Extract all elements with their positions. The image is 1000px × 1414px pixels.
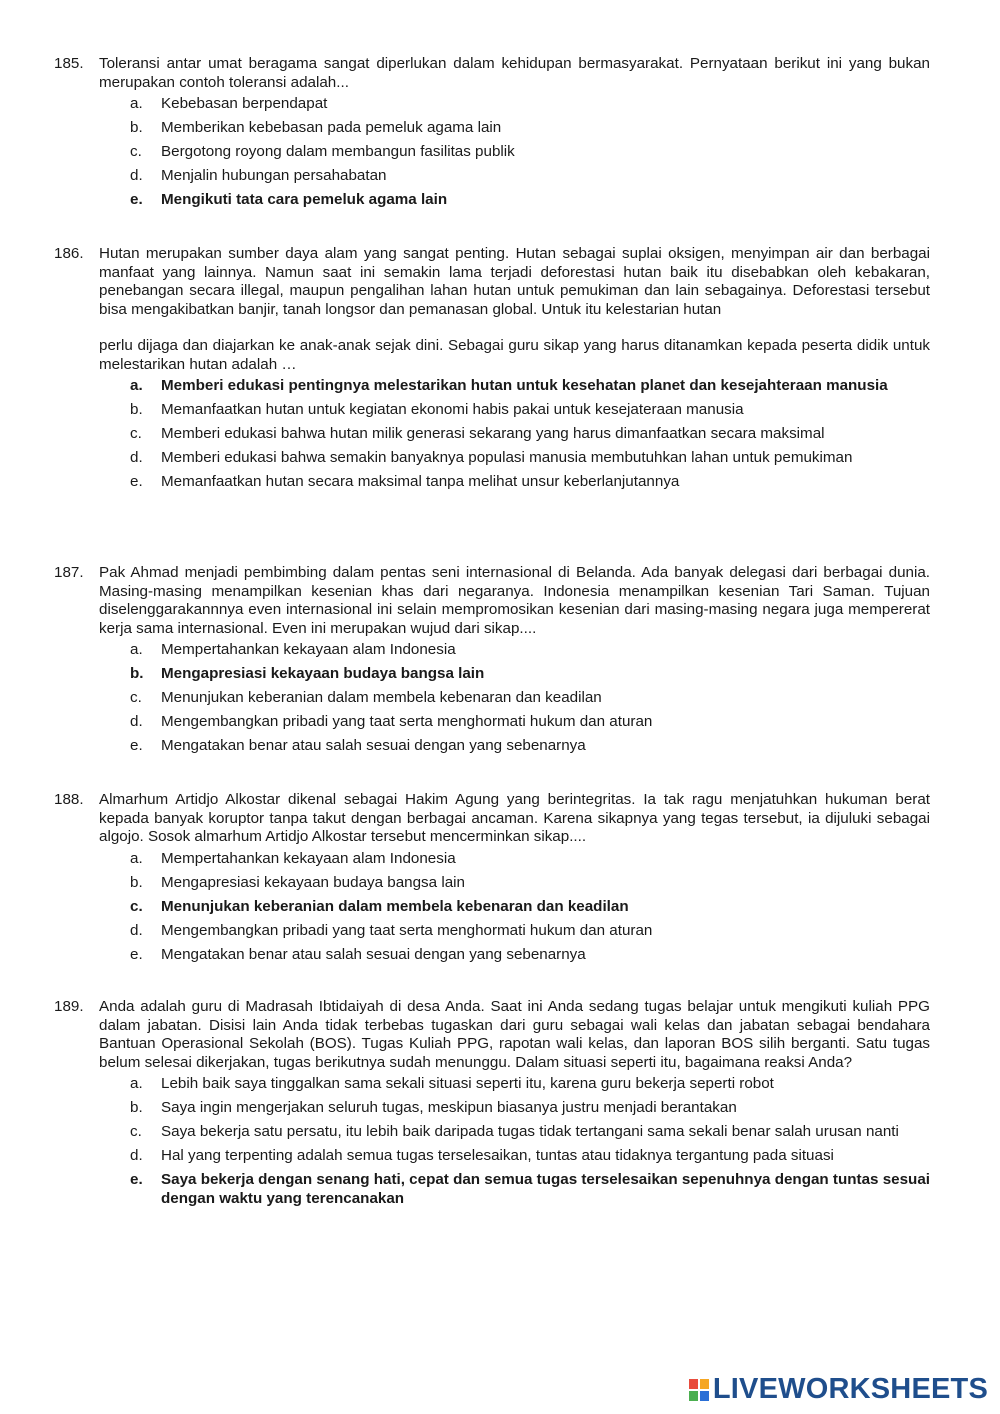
option-c[interactable]: c. Menunjukan keberanian dalam membela kebenaran dan keadilan bbox=[130, 689, 602, 707]
option-a[interactable]: a. Lebih baik saya tinggalkan sama sekali situasi seperti itu, karena guru bekerja seperti robot bbox=[130, 1075, 774, 1092]
liveworksheets-logo-icon bbox=[689, 1379, 709, 1401]
option-c-correct[interactable]: c. Menunjukan keberanian dalam membela kebenaran dan keadilan bbox=[130, 897, 629, 915]
answer-options bbox=[54, 377, 930, 492]
question-text: Hutan merupakan sumber daya alam yang sangat penting. Hutan sebagai suplai oksigen, menyimpan air dan berbagai manfaat yang lainnya. Namun saat ini semakin lama terjadi deforestasi hutan baik itu disebabkan oleh kebakaran, penebangan secara illegal, maupun pengalihan lahan hutan untuk pemukiman dan lain sebagainya. Deforestasi tersebut bisa mengakibatkan banjir, tanah longsor dan pemanasan global. Untuk itu kelestarian hutan perlu dijaga dan diajarkan ke anak-anak sejak dini. Sebagai guru sikap yang harus ditanamkan kepada peserta didik untuk melestarikan hutan adalah … bbox=[99, 245, 930, 373]
liveworksheets-logo[interactable] bbox=[689, 1373, 988, 1406]
question-185 bbox=[54, 55, 930, 215]
question-189 bbox=[54, 998, 930, 1214]
question-text: Pak Ahmad menjadi pembimbing dalam pentas seni internasional di Belanda. Ada banyak delegasi dari berbagai dunia. Masing-masing menampilkan kesenian khas dari negaranya. Indonesia menampilkan kesenian Tari Saman. Tujuan diselenggarakannnya even internasional ini selain mempromosikan kesenian dari masing-masing negara juga mempererat kerja sama internasional. Even ini merupakan wujud dari sikap.... bbox=[99, 564, 930, 637]
brand-text: LIVEWORKSHEETS bbox=[712, 1373, 988, 1405]
answer-options bbox=[54, 1075, 930, 1208]
option-b[interactable]: b. Mengapresiasi kekayaan budaya bangsa lain bbox=[130, 873, 465, 891]
option-b[interactable]: b. Memanfaatkan hutan untuk kegiatan ekonomi habis pakai untuk kesejateraan manusia bbox=[130, 401, 744, 419]
question-text: Toleransi antar umat beragama sangat diperlukan dalam kehidupan bermasyarakat. Pernyataan berikut ini yang bukan merupakan contoh toleransi adalah... bbox=[99, 55, 930, 91]
question-188 bbox=[54, 791, 930, 970]
answer-options bbox=[54, 95, 930, 210]
option-d[interactable]: d. Hal yang terpenting adalah semua tugas terselesaikan, tuntas atau tidaknya tergantung pada situasi bbox=[130, 1147, 834, 1165]
question-text: Almarhum Artidjo Alkostar dikenal sebagai Hakim Agung yang berintegritas. Ia tak ragu menjatuhkan hukuman berat kepada banyak koruptor tanpa takut dengan berbagai ancaman. Karena sikapnya yang tegas tersebut, ia dijuluki sebagai algojo. Sosok almarhum Artidjo Alkostar tersebut mencerminkan sikap.... bbox=[99, 791, 930, 845]
answer-options bbox=[54, 641, 930, 756]
question-187 bbox=[54, 564, 930, 761]
answer-options bbox=[54, 850, 930, 965]
question-number: 188. bbox=[54, 791, 84, 808]
option-e-correct[interactable]: e. Mengikuti tata cara pemeluk agama lain bbox=[130, 191, 448, 209]
option-a[interactable]: a. Kebebasan berpendapat bbox=[130, 95, 328, 112]
option-c[interactable]: c. Memberi edukasi bahwa hutan milik generasi sekarang yang harus dimanfaatkan secara maksimal bbox=[130, 425, 825, 443]
option-d[interactable]: d. Memberi edukasi bahwa semakin banyaknya populasi manusia membutuhkan lahan untuk pemukiman bbox=[130, 449, 853, 467]
option-b[interactable]: b. Saya ingin mengerjakan seluruh tugas, meskipun biasanya justru menjadi berantakan bbox=[130, 1099, 737, 1117]
option-b-correct[interactable]: b. Mengapresiasi kekayaan budaya bangsa lain bbox=[130, 665, 485, 683]
option-a[interactable]: a. Mempertahankan kekayaan alam Indonesia bbox=[130, 849, 456, 867]
question-text: Anda adalah guru di Madrasah Ibtidaiyah di desa Anda. Saat ini Anda sedang tugas belajar untuk mengikuti kuliah PPG dalam jabatan. Disisi lain Anda tidak terbebas tugaskan dari guru sebagai wali kelas dan jabatan sebagai bendahara Bantuan Operasional Sekolah (BOS). Tugas Kuliah PPG, rapotan wali kelas, dan laporan BOS silih berganti. Satu tugas belum selesai dikerjakan, tugas berikutnya sudah menunggu. Dalam situasi seperti itu, bagaimana reaksi Anda? bbox=[99, 998, 930, 1071]
option-d[interactable]: d. Menjalin hubungan persahabatan bbox=[130, 167, 387, 185]
option-d[interactable]: d. Mengembangkan pribadi yang taat serta menghormati hukum dan aturan bbox=[130, 713, 653, 731]
option-c[interactable]: c. Saya bekerja satu persatu, itu lebih baik daripada tugas tidak tertangani sama sekali benar salah urusan nanti bbox=[130, 1123, 899, 1141]
option-e[interactable]: e. Mengatakan benar atau salah sesuai dengan yang sebenarnya bbox=[130, 737, 586, 755]
question-186 bbox=[54, 245, 930, 497]
question-number: 185. bbox=[54, 55, 84, 72]
question-number: 189. bbox=[54, 998, 84, 1015]
question-number: 187. bbox=[54, 564, 84, 581]
option-c[interactable]: c. Bergotong royong dalam membangun fasilitas publik bbox=[130, 143, 515, 161]
option-e[interactable]: e. Memanfaatkan hutan secara maksimal tanpa melihat unsur keberlanjutannya bbox=[130, 473, 680, 491]
question-number: 186. bbox=[54, 245, 84, 262]
option-d[interactable]: d. Mengembangkan pribadi yang taat serta menghormati hukum dan aturan bbox=[130, 921, 653, 939]
option-e[interactable]: e. Mengatakan benar atau salah sesuai dengan yang sebenarnya bbox=[130, 945, 586, 963]
option-a[interactable]: a. Mempertahankan kekayaan alam Indonesia bbox=[130, 641, 456, 658]
option-a-correct[interactable]: a. Memberi edukasi pentingnya melestarikan hutan untuk kesehatan planet dan kesejahteraan manusia bbox=[130, 377, 888, 394]
option-e-correct[interactable]: e. Saya bekerja dengan senang hati, cepat dan semua tugas terselesaikan sepenuhnya dengan tuntas sesuai dengan waktu yang terencanakan bbox=[130, 1171, 930, 1207]
option-b[interactable]: b. Memberikan kebebasan pada pemeluk agama lain bbox=[130, 119, 502, 137]
